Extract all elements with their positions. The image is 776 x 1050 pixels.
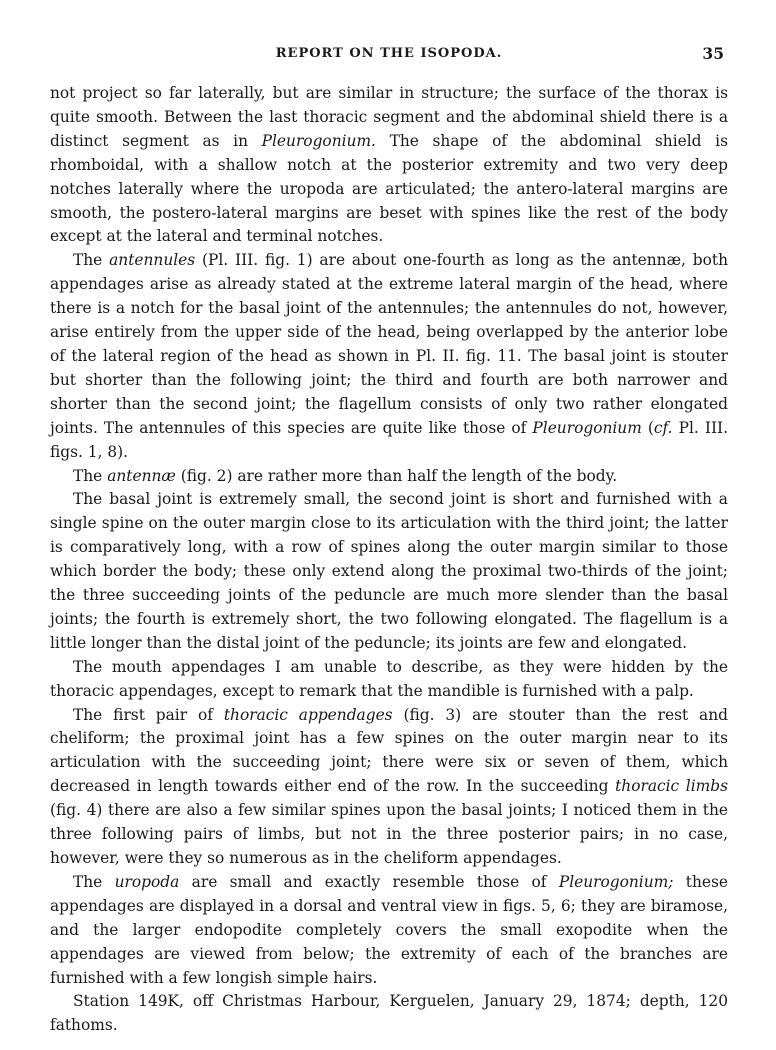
paragraph xyxy=(50,704,728,871)
text-run: Station 149K, off Christmas Harbour, Kerguelen, January 29, 1874; depth, 120 fathoms. xyxy=(50,992,728,1035)
paragraph xyxy=(50,871,728,991)
text-run: The xyxy=(73,251,110,270)
text-run: these appendages are displayed in a dorsal and ventral view in figs. 5, 6; they are biramose, and the larger endopodite completely covers the small exopodite when the appendages are viewed from below; the extremity of each of the branches are furnished with a few longish simple hairs. xyxy=(50,872,728,987)
running-header xyxy=(50,34,728,74)
text-run: (fig. 2) are rather more than half the length of the body. xyxy=(175,466,618,485)
italic-run: thoracic limbs xyxy=(615,777,728,796)
paragraph xyxy=(50,488,728,655)
body-text xyxy=(50,82,728,1038)
italic-run: uropoda xyxy=(114,872,180,891)
paragraph xyxy=(50,990,728,1038)
italic-run: antennæ xyxy=(107,466,176,485)
text-run: The xyxy=(73,466,108,485)
text-run: Pl. III. figs. 1, 8). xyxy=(50,418,728,461)
paragraph xyxy=(50,249,728,464)
text-run: ( xyxy=(641,418,654,437)
italic-run: antennules xyxy=(109,251,196,270)
text-run: not project so far laterally, but are similar in structure; the surface of the thorax is quite smooth. Between the last thoracic segment and the abdominal shield there is a distinct segment as in xyxy=(50,84,728,150)
text-run: The first pair of xyxy=(73,705,224,724)
text-run: The mouth appendages I am unable to describe, as they were hidden by the thoracic appendages, except to remark that the mandible is furnished with a palp. xyxy=(50,657,728,700)
italic-run: Pleurogonium; xyxy=(558,872,674,891)
italic-run: thoracic appendages xyxy=(223,705,393,724)
text-run: The shape of the abdominal shield is rhomboidal, with a shallow notch at the posterior extremity and two very deep notches laterally where the uropoda are articulated; the antero-lateral margins are smooth, the postero-lateral margins are beset with spines like the rest of the body except at the lateral and terminal notches. xyxy=(50,131,728,246)
text-run: The basal joint is extremely small, the second joint is short and furnished with a single spine on the outer margin close to its articulation with the third joint; the latter is comparatively long, with a row of spines along the outer margin similar to those which border the body; these only extend along the proximal two-thirds of the joint; the three succeeding joints of the peduncle are much more slender than the basal joints; the fourth is extremely short, the two following elongated. The flagellum is a little longer than the distal joint of the peduncle; its joints are few and elongated. xyxy=(50,490,728,652)
text-run: are small and exactly resemble those of xyxy=(179,872,559,891)
italic-run: Pleurogonium xyxy=(532,418,642,437)
italic-run: Pleurogonium. xyxy=(261,131,376,150)
paragraph xyxy=(50,656,728,704)
italic-run: cf. xyxy=(653,418,673,437)
paragraph xyxy=(50,465,728,489)
running-title: REPORT ON THE ISOPODA. xyxy=(275,46,503,61)
text-run: (Pl. III. fig. 1) are about one-fourth as long as the antennæ, both appendages arise as already stated at the extreme lateral margin of the head, where there is a notch for the basal joint of the antennules; the antennules do not, however, arise entirely from the upper side of the head, being overlapped by the anterior lobe of the lateral region of the head as shown in Pl. II. fig. 11. The basal joint is stouter but shorter than the following joint; the third and fourth are both narrower and shorter than the second joint; the flagellum consists of only two rather elongated joints. The antennules of this species are quite like those of xyxy=(50,251,728,437)
page-number: 35 xyxy=(702,44,724,63)
paragraph xyxy=(50,82,728,249)
text-run: (fig. 4) there are also a few similar spines upon the basal joints; I noticed them in the three following pairs of limbs, but not in the three posterior pairs; in no case, however, were they so numerous as in the cheliform appendages. xyxy=(50,801,728,867)
text-run: The xyxy=(73,872,115,891)
text-run: (fig. 3) are stouter than the rest and cheliform; the proximal joint has a few spines on the outer margin near to its articulation with the succeeding joint; there were six or seven of them, which decreased in length towards either end of the row. In the succeeding xyxy=(50,705,728,796)
